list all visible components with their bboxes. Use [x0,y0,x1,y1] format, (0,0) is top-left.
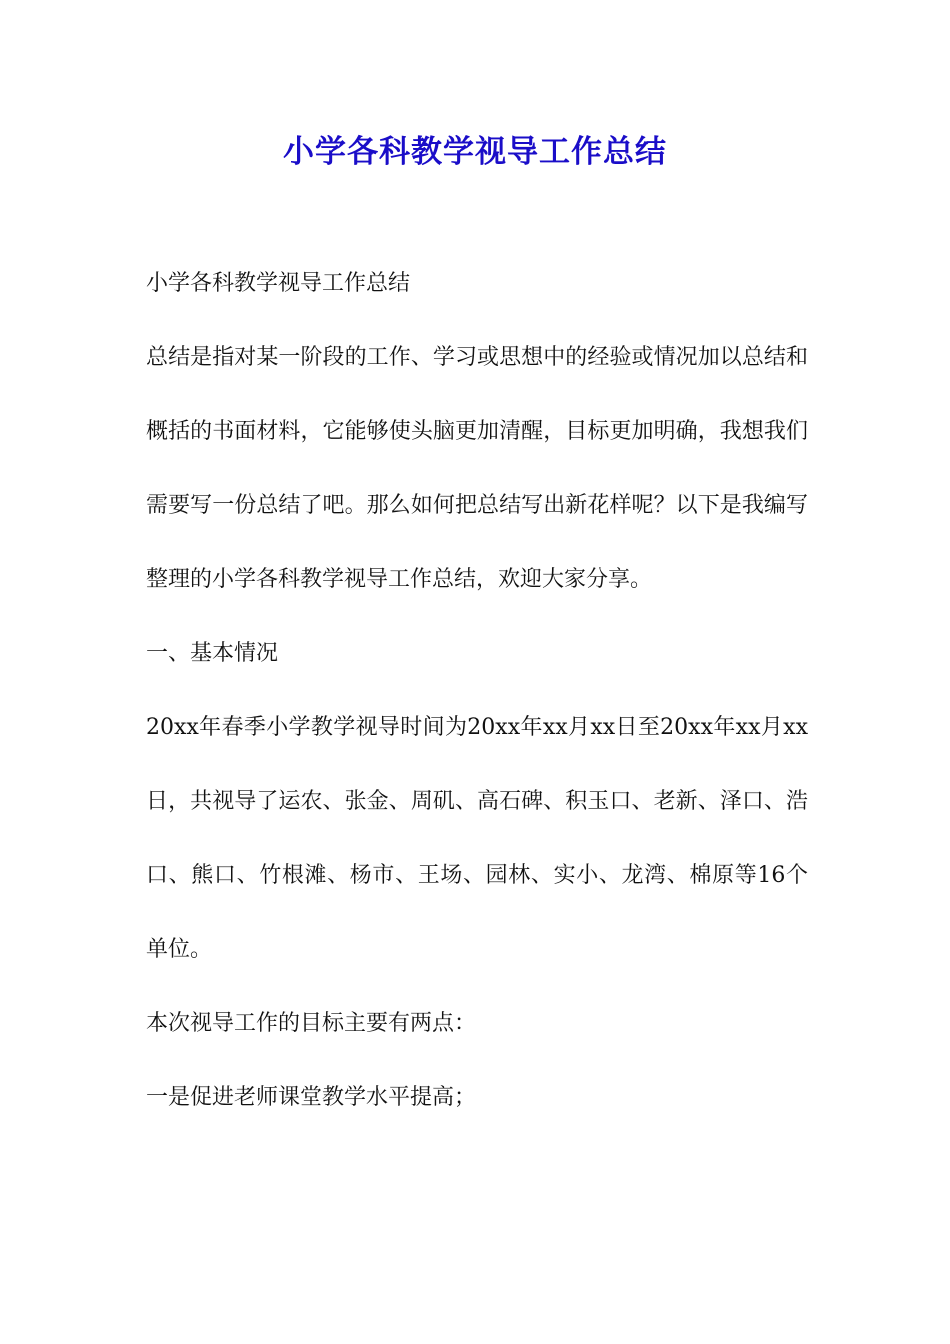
basic-situation-paragraph: 20xx年春季小学教学视导时间为20xx年xx月xx日至20xx年xx月xx日，共视导了运农、张金、周矶、高石碑、积玉口、老新、泽口、浩口、熊口、竹根滩、杨市、王场、园林、实小、龙湾、棉原等16个单位。 [146,715,808,962]
section-heading-basic-situation: 一、基本情况 [146,641,279,666]
intro-paragraph: 总结是指对某一阶段的工作、学习或思想中的经验或情况加以总结和概括的书面材料，它能够使头脑更加清醒，目标更加明确，我想我们需要写一份总结了吧。那么如何把总结写出新花样呢？以下是我编写整理的小学各科教学视导工作总结，欢迎大家分享。 [146,345,808,592]
goal-one-paragraph: 一是促进老师课堂教学水平提高； [146,1085,477,1110]
subtitle-paragraph: 小学各科教学视导工作总结 [146,271,411,296]
document-body [146,262,808,1150]
goals-intro-paragraph: 本次视导工作的目标主要有两点： [146,1011,477,1036]
document-title: 小学各科教学视导工作总结 [283,134,667,170]
